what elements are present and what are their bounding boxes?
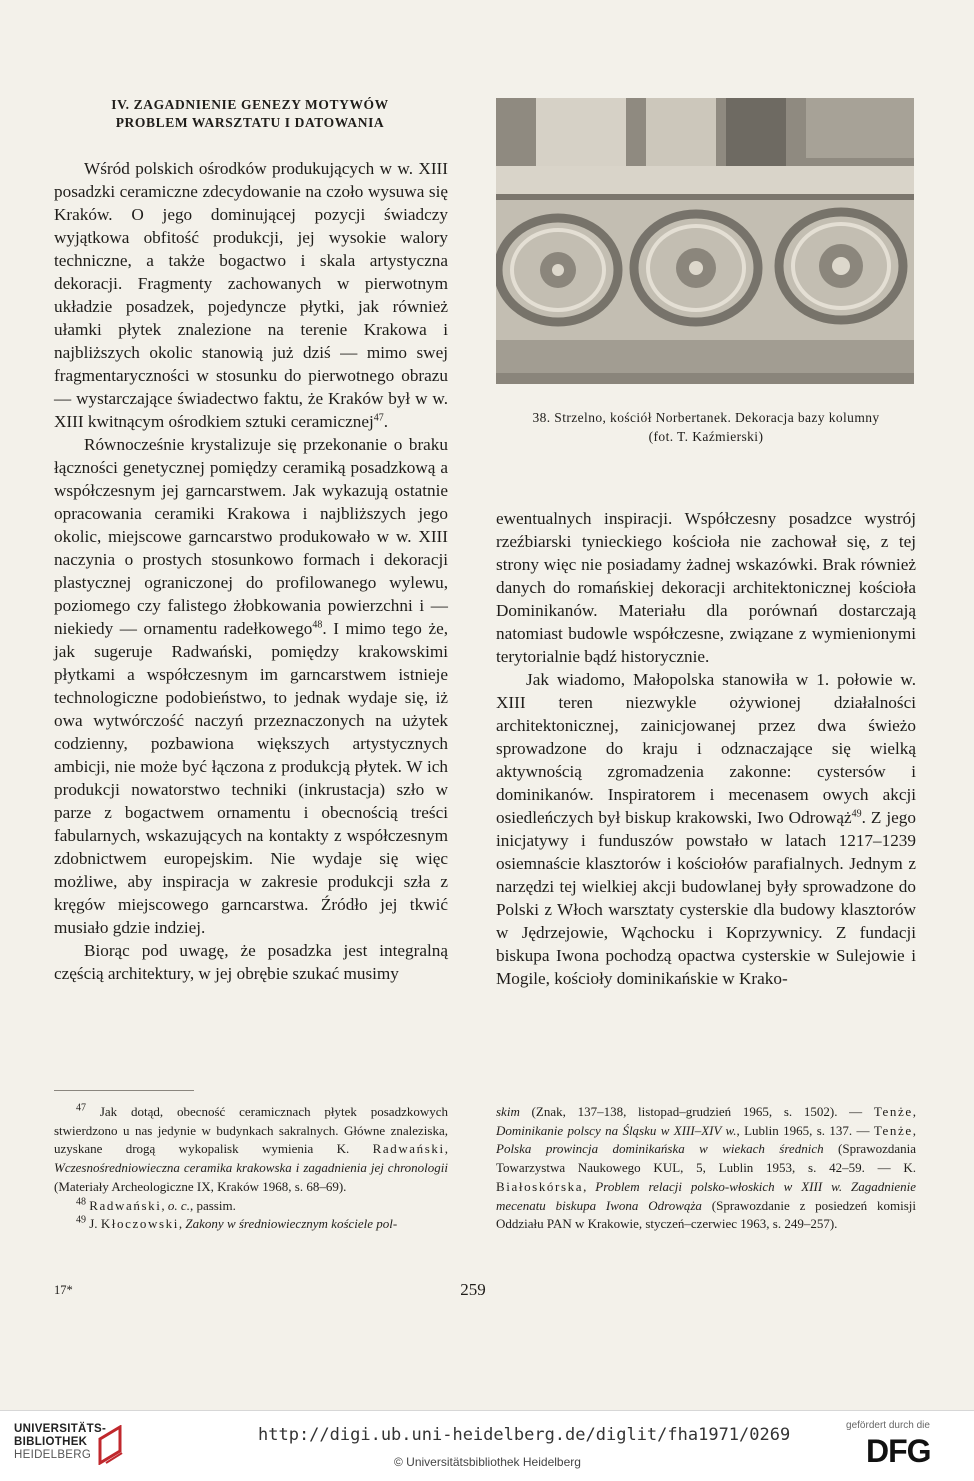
footnote-text: ,: [583, 1178, 596, 1194]
library-name-line: BIBLIOTHEK: [14, 1436, 88, 1448]
footnote-49: [54, 1215, 448, 1234]
right-text-column: [496, 507, 916, 990]
footnotes-left: [54, 1103, 448, 1234]
footnote-text: , passim.: [189, 1197, 236, 1213]
chapter-heading: [52, 96, 448, 132]
right-paragraph-1: ewentualnych inspiracji. Współczesny posadzce wystrój rzeźbiarski tynieckiego kościoła nie zachował się, z tej strony więc nie posiadamy żadnej wskazówki. Brak również danych do romańskiej dekoracji architektonicznej kościoła Dominikanów. Materiału dla porównań dostarczają natomiast budowle współczesne, związane z wymienionymi terytorialnie bądź historycznie.: [496, 509, 916, 666]
viewer-footer: [0, 1410, 974, 1481]
library-name-line: UNIVERSITÄTS-: [14, 1423, 107, 1435]
library-name-line: HEIDELBERG: [14, 1449, 92, 1461]
figure-photo-column-base: [496, 98, 914, 384]
paragraph-text: .: [383, 412, 389, 431]
dfg-logo[interactable]: DFG: [866, 1433, 931, 1469]
footnote-title: Problem relacji polsko-włoskich w XIII w. Zagadnienie mecenatu biskupa Iwona Odrowąża: [496, 1178, 917, 1213]
library-name[interactable]: [14, 1423, 106, 1462]
chapter-heading-line-2: PROBLEM WARSZTATU I DATOWANIA: [115, 115, 385, 130]
footnote-separator: [54, 1090, 194, 1091]
footnote-text: (Sprawozdanie z posiedzeń komisji Oddziału PAN w Krakowie, styczeń–czerwiec 1963, s. 249–257).: [496, 1197, 916, 1232]
left-paragraph-3: Biorąc pod uwagę, że posadzka jest integralną częścią architektury, w jej obrębie szukać musimy: [54, 941, 448, 983]
footnote-text: ,: [444, 1141, 448, 1157]
left-paragraph-1: [54, 157, 448, 433]
footnote-title: o. c.: [167, 1197, 190, 1213]
footnote-author: Białoskórska: [496, 1178, 584, 1194]
paragraph-text: Równocześnie krystalizuje się przekonanie o braku łączności genetycznej pomiędzy ceramiką posadzkową a współczesnym jej garncarstwem. Jak wykazują ostatnie opracowania ceramiki Krakowa i najbliższych jego okolic, miejscowe garncarstwo produkowało w w. XIII naczynia o prostych stosunkowo formach i dekoracji plastycznej ograniczonej do profilowanego wylewu, poziomego czy falistego żłobkowania powierzchni i — niekiedy — ornamentu radełkowego: [54, 435, 448, 638]
footnote-author: Tenże: [873, 1122, 913, 1138]
footnote-author: Tenże: [873, 1104, 913, 1119]
caption-line-2: (fot. T. Kaźmierski): [648, 429, 764, 444]
footnote-text: ,: [161, 1197, 168, 1213]
library-logo-icon[interactable]: [98, 1425, 124, 1465]
footnote-text: ,: [178, 1216, 186, 1232]
footnote-text: , Lublin 1965, s. 137. —: [736, 1122, 874, 1138]
copyright-notice: © Universitätsbibliothek Heidelberg: [394, 1455, 581, 1469]
column-base-relief-image: [496, 98, 914, 384]
printer-signature: 17*: [54, 1283, 73, 1297]
footnote-title: Dominikanie polscy na Śląsku w XIII–XIV w.: [496, 1122, 737, 1138]
footnote-text: J.: [86, 1216, 101, 1232]
footnote-text: (Znak, 137–138, listopad–grudzień 1965, s. 1502). —: [519, 1104, 874, 1119]
footnote-49-continued: [496, 1103, 916, 1234]
paragraph-text: . I mimo tego że, jak sugeruje Radwański, pomiędzy krakowskimi płytkami a współczesnym im garncarstwem istnieje technologiczne podobieństwo, to jednak wydaje się, iż owa wytwórczość naczyń przeznaczonych na użytek codzienny, pozbawiona większych artystycznych ambicji, nie może być łączona z produkcją płytek. W ich produkcji nowatorstwo techniki (inkrustacja) szło w parze z bogactwem ornamentu i obecnością treści fabularnych, wskazujących na kontakty z współczesnym zdobnictwem europejskim. Nie wydaje się więc możliwe, aby inspiracja w zakresie produkcji szła z kręgów miejscowego garncarstwa. Źródło jej tkwić musiało gdzie indziej.: [54, 619, 448, 937]
footnote-number: 49: [76, 1214, 86, 1226]
footnote-title: skim: [496, 1104, 520, 1119]
footnote-title: Wczesnośredniowieczna ceramika krakowska i zagadnienia jej chronologii: [54, 1160, 448, 1176]
paragraph-text: . Z jego inicjatywy i funduszów powstało w latach 1217–1239 osiemnaście klasztorów i kościołów parafialnych. Jednym z narzędzi tej wielkiej akcji budowlanej były sprowadzone do Polski z Włoch warsztaty cysterskie dla budowy klasztorów w Jędrzejowie, Wąchocku i Koprzywnicy. Z fundacji biskupa Iwona pochodzą opactwa cysterskie w Sulejowie i Mogile, kościoły dominikańskie w Krako-: [496, 808, 916, 988]
paragraph-text: Wśród polskich ośrodków produkujących w w. XIII posadzki ceramiczne zdecydowanie na czoło wysuwa się Kraków. O jego dominującej pozycji świadczy wyjątkowa obfitość produkcji, jej wysokie walory techniczne, a także bogactwo i skala artystyczna dekoracji. Fragmenty zachowanych w pierwotnym układzie posadzek, pojedyncze płytki, jak również ułamki płytek znalezione na terenie Krakowa i najbliższych okolic stanowią już dziś — mimo swej fragmentaryczności w stosunku do pierwotnego obrazu — wystarczające świadectwo faktu, że Kraków był w w. XIII kwitnącym ośrodkiem sztuki ceramicznej: [54, 159, 448, 431]
footnote-number: 47: [76, 1102, 86, 1114]
page-number: 259: [460, 1280, 486, 1299]
funded-by-label: gefördert durch die: [846, 1420, 930, 1431]
paragraph-text: Jak wiadomo, Małopolska stanowiła w 1. połowie w. XIII teren niezwykle ożywionej działalności architektonicznej, zainicjowanej przez dwa świeżo sprowadzone do kraju i odznaczające się wielką aktywnością zgromadzenia zakonne: cystersów i dominikanów. Inspiratorem i mecenasem owych akcji osiedleńczych był biskup krakowski, Iwo Odrowąż: [496, 670, 916, 827]
right-paragraph-2: [496, 668, 916, 990]
left-paragraph-2: [54, 433, 448, 939]
left-text-column: [54, 157, 448, 985]
footnote-text: (Materiały Archeologiczne IX, Kraków 1968, s. 68–69).: [54, 1178, 347, 1194]
footnote-ref-49[interactable]: 49: [851, 808, 862, 820]
figure-caption: [496, 408, 916, 446]
footnote-text: (Sprawozdania Towarzystwa Naukowego KUL, 5, Lublin 1953, s. 42–59. — K.: [496, 1141, 917, 1176]
permalink-url[interactable]: http://digi.ub.uni-heidelberg.de/diglit/fha1971/0269: [258, 1425, 791, 1445]
footnote-author: Radwański: [372, 1141, 445, 1157]
footnotes-right: [496, 1103, 916, 1234]
footnote-title: Zakony w średniowiecznym kościele pol-: [185, 1216, 398, 1232]
footnote-author: Radwański: [89, 1197, 162, 1213]
footnote-47: [54, 1103, 448, 1197]
footnote-number: 48: [76, 1196, 86, 1208]
footnote-text: ,: [912, 1104, 916, 1119]
footnote-48: [54, 1197, 448, 1216]
footnote-ref-47[interactable]: 47: [373, 412, 384, 424]
footnote-ref-48[interactable]: 48: [312, 619, 323, 631]
footnote-text: Jak dotąd, obecność ceramicznach płytek posadzkowych stwierdzono u nas jedynie w budynkach sakralnych. Główne znaleziska, uzyskane drogą wykopalisk wymienia K.: [54, 1104, 448, 1157]
chapter-heading-line-1: IV. ZAGADNIENIE GENEZY MOTYWÓW: [111, 97, 389, 112]
footnote-text: ,: [912, 1122, 916, 1138]
caption-line-1: 38. Strzelno, kościół Norbertanek. Dekoracja bazy kolumny: [532, 410, 880, 425]
footnote-author: Kłoczowski: [100, 1216, 179, 1232]
footnote-title: Polska prowincja dominikańska w wiekach średnich: [496, 1141, 824, 1157]
